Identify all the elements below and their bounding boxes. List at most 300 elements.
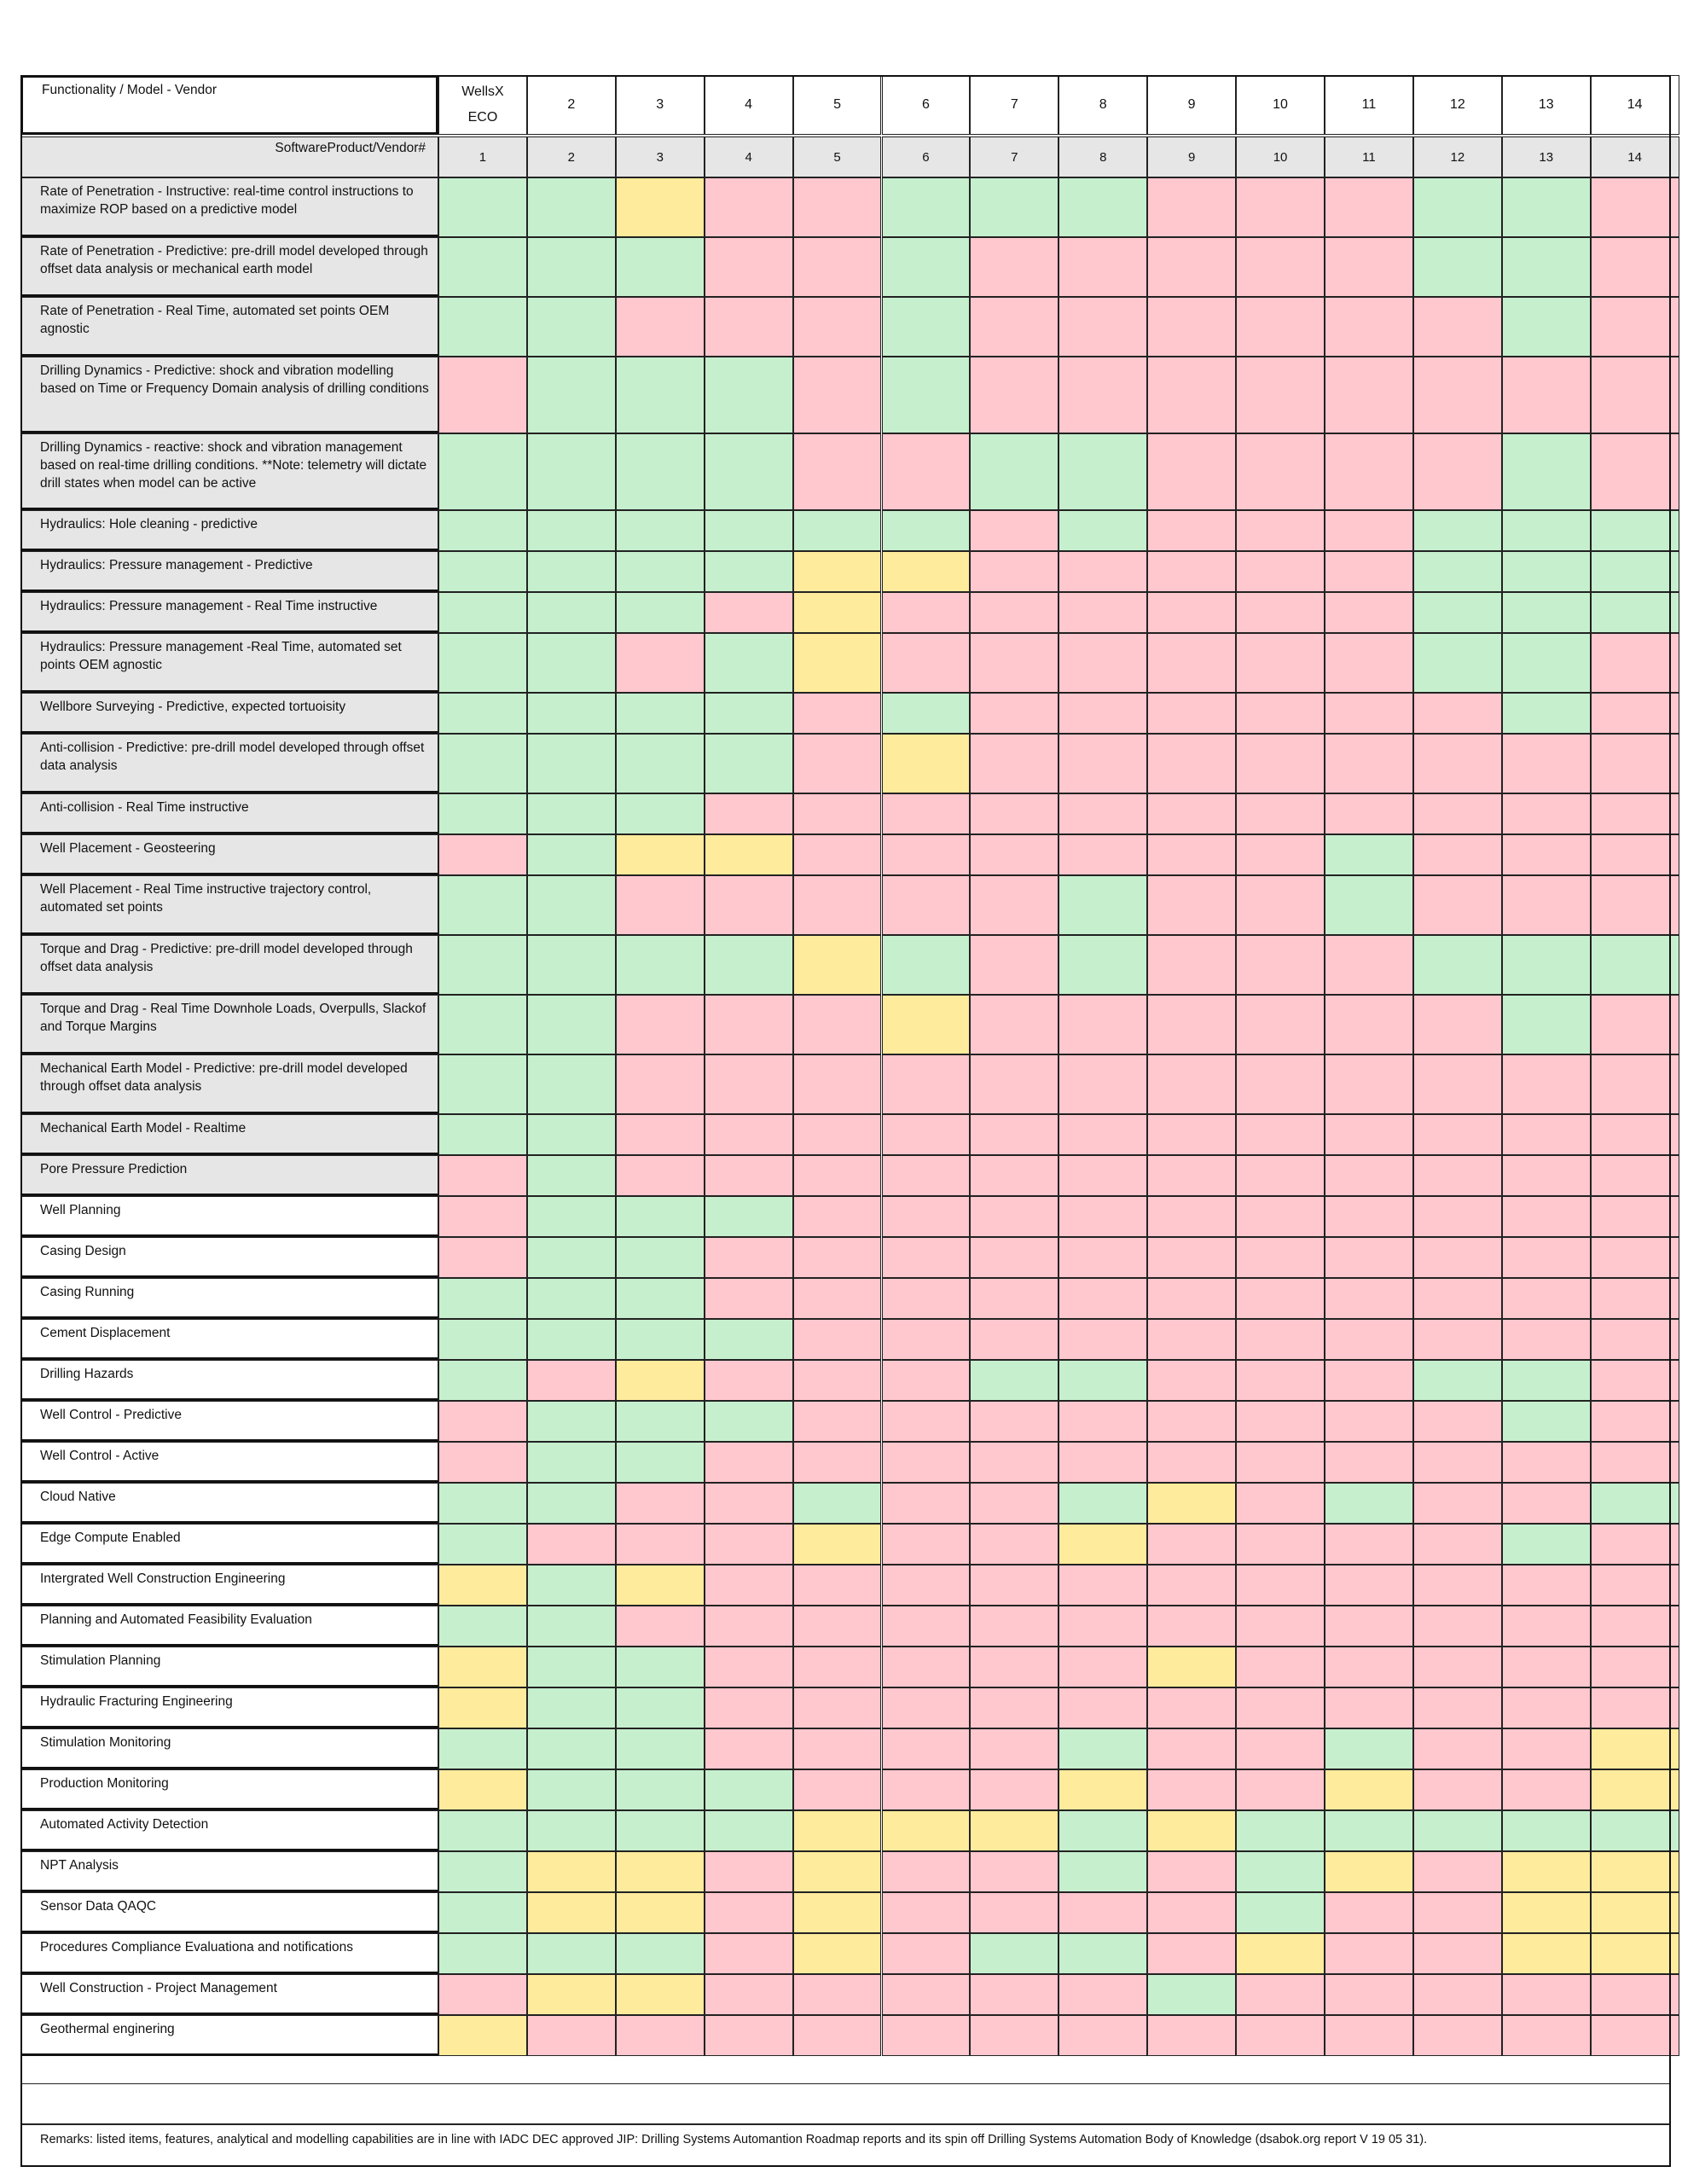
rating-cell — [1591, 1237, 1679, 1278]
rating-cell — [882, 693, 971, 734]
rating-cell — [793, 995, 882, 1054]
functionality-label: Intergrated Well Construction Engineering — [20, 1565, 438, 1606]
rating-cell — [793, 1728, 882, 1769]
rating-cell — [705, 1401, 793, 1442]
rating-cell — [616, 1728, 705, 1769]
rating-cell — [438, 1565, 527, 1606]
rating-cell — [1502, 1810, 1591, 1851]
rating-cell — [793, 1974, 882, 2015]
rating-cell — [705, 1237, 793, 1278]
rating-cell — [793, 633, 882, 693]
functionality-label: Well Control - Predictive — [20, 1401, 438, 1442]
rating-cell — [438, 1114, 527, 1155]
vendor-column-header: 12 — [1413, 75, 1502, 135]
rating-cell — [1236, 1687, 1325, 1728]
rating-cell — [616, 734, 705, 793]
rating-cell — [1325, 1155, 1413, 1196]
vendor-column-header: 3 — [616, 75, 705, 135]
rating-cell — [527, 995, 616, 1054]
rating-cell — [527, 1687, 616, 1728]
rating-cell — [793, 793, 882, 834]
rating-cell — [527, 297, 616, 357]
rating-cell — [1236, 357, 1325, 433]
rating-cell — [705, 1442, 793, 1483]
rating-cell — [1058, 1974, 1147, 2015]
functionality-label: Edge Compute Enabled — [20, 1524, 438, 1565]
vendor-column-header: WellsX ECO — [438, 75, 527, 135]
rating-cell — [970, 875, 1058, 935]
rating-cell — [527, 1565, 616, 1606]
rating-cell — [970, 1401, 1058, 1442]
rating-cell — [1236, 1565, 1325, 1606]
rating-cell — [1147, 793, 1236, 834]
rating-cell — [1325, 551, 1413, 592]
rating-cell — [1147, 177, 1236, 237]
rating-cell — [1413, 1687, 1502, 1728]
rating-cell — [1325, 357, 1413, 433]
rating-cell — [1147, 693, 1236, 734]
rating-cell — [527, 1728, 616, 1769]
rating-cell — [793, 1892, 882, 1933]
rating-cell — [882, 1360, 971, 1401]
rating-cell — [1147, 1278, 1236, 1319]
rating-cell — [793, 177, 882, 237]
vendor-column-header: 9 — [1147, 75, 1236, 135]
rating-cell — [1147, 1647, 1236, 1687]
rating-cell — [1591, 1360, 1679, 1401]
rating-cell — [1147, 834, 1236, 875]
rating-cell — [793, 693, 882, 734]
rating-cell — [616, 1933, 705, 1974]
rating-cell — [438, 1524, 527, 1565]
rating-cell — [1236, 995, 1325, 1054]
rating-cell — [1591, 1278, 1679, 1319]
rating-cell — [970, 1810, 1058, 1851]
rating-cell — [1413, 1155, 1502, 1196]
rating-cell — [1147, 734, 1236, 793]
rating-cell — [1502, 1237, 1591, 1278]
rating-cell — [1147, 433, 1236, 510]
rating-cell — [1325, 1442, 1413, 1483]
vendor-index-number: 12 — [1413, 136, 1502, 177]
rating-cell — [1236, 2015, 1325, 2056]
functionality-label: Torque and Drag - Real Time Downhole Loads, Overpulls, Slackof and Torque Margins — [20, 995, 438, 1054]
rating-cell — [882, 734, 971, 793]
rating-cell — [527, 237, 616, 297]
rating-cell — [1058, 1155, 1147, 1196]
rating-cell — [793, 1769, 882, 1810]
rating-cell — [1502, 1319, 1591, 1360]
rating-cell — [1147, 1810, 1236, 1851]
rating-cell — [1502, 433, 1591, 510]
rating-cell — [1502, 1687, 1591, 1728]
rating-cell — [616, 592, 705, 633]
rating-cell — [793, 1054, 882, 1114]
rating-cell — [1325, 1851, 1413, 1892]
rating-cell — [705, 1319, 793, 1360]
rating-cell — [1236, 633, 1325, 693]
rating-cell — [1236, 1401, 1325, 1442]
rating-cell — [1058, 1524, 1147, 1565]
rating-cell — [1236, 793, 1325, 834]
rating-cell — [1058, 237, 1147, 297]
rating-cell — [438, 1483, 527, 1524]
rating-cell — [1413, 177, 1502, 237]
rating-cell — [616, 510, 705, 551]
functionality-label: Well Planning — [20, 1196, 438, 1237]
rating-cell — [1058, 1054, 1147, 1114]
rating-cell — [793, 834, 882, 875]
rating-cell — [1147, 995, 1236, 1054]
rating-cell — [1236, 1114, 1325, 1155]
functionality-label: Hydraulics: Pressure management - Real Time instructive — [20, 592, 438, 633]
functionality-label: Drilling Hazards — [20, 1360, 438, 1401]
rating-cell — [705, 1054, 793, 1114]
vendor-column-header: 7 — [970, 75, 1058, 135]
rating-cell — [1236, 1442, 1325, 1483]
rating-cell — [793, 1442, 882, 1483]
rating-cell — [1413, 633, 1502, 693]
rating-cell — [527, 1892, 616, 1933]
rating-cell — [616, 834, 705, 875]
functionality-label: Sensor Data QAQC — [20, 1892, 438, 1933]
rating-cell — [970, 177, 1058, 237]
rating-cell — [705, 1524, 793, 1565]
rating-cell — [705, 1892, 793, 1933]
rating-cell — [616, 297, 705, 357]
rating-cell — [1413, 693, 1502, 734]
rating-cell — [1236, 1933, 1325, 1974]
vendor-index-number: 10 — [1236, 136, 1325, 177]
rating-cell — [1058, 734, 1147, 793]
functionality-label: Cement Displacement — [20, 1319, 438, 1360]
rating-cell — [438, 1237, 527, 1278]
rating-cell — [1325, 592, 1413, 633]
rating-cell — [438, 734, 527, 793]
functionality-label: Well Construction - Project Management — [20, 1974, 438, 2015]
rating-cell — [970, 237, 1058, 297]
rating-cell — [1502, 1054, 1591, 1114]
rating-cell — [527, 1278, 616, 1319]
rating-cell — [1502, 1483, 1591, 1524]
rating-cell — [527, 1155, 616, 1196]
rating-cell — [970, 1769, 1058, 1810]
rating-cell — [970, 357, 1058, 433]
rating-cell — [882, 177, 971, 237]
rating-cell — [1502, 1278, 1591, 1319]
rating-cell — [1413, 1319, 1502, 1360]
rating-cell — [1325, 1360, 1413, 1401]
rating-cell — [1147, 1687, 1236, 1728]
rating-cell — [527, 1054, 616, 1114]
rating-cell — [1236, 1155, 1325, 1196]
rating-cell — [1502, 1442, 1591, 1483]
rating-cell — [793, 2015, 882, 2056]
rating-cell — [527, 510, 616, 551]
functionality-label: Geothermal enginering — [20, 2015, 438, 2056]
rating-cell — [1147, 1851, 1236, 1892]
rating-cell — [705, 357, 793, 433]
rating-cell — [527, 935, 616, 995]
vendor-index-number: 7 — [970, 136, 1058, 177]
rating-cell — [1591, 592, 1679, 633]
rating-cell — [1147, 1114, 1236, 1155]
rating-cell — [705, 1647, 793, 1687]
rating-cell — [1591, 551, 1679, 592]
rating-cell — [1058, 875, 1147, 935]
rating-cell — [1502, 875, 1591, 935]
rating-cell — [882, 793, 971, 834]
rating-cell — [882, 1728, 971, 1769]
rating-cell — [616, 875, 705, 935]
rating-cell — [527, 793, 616, 834]
rating-cell — [438, 177, 527, 237]
rating-cell — [438, 1155, 527, 1196]
rating-cell — [793, 1810, 882, 1851]
rating-cell — [1591, 1687, 1679, 1728]
rating-cell — [616, 1114, 705, 1155]
rating-cell — [882, 1483, 971, 1524]
vendor-index-number: 3 — [616, 136, 705, 177]
software-vendor-index-label: SoftwareProduct/Vendor# — [20, 136, 438, 177]
rating-cell — [438, 1769, 527, 1810]
rating-cell — [616, 1974, 705, 2015]
rating-cell — [705, 237, 793, 297]
rating-cell — [1236, 1974, 1325, 2015]
rating-cell — [705, 1769, 793, 1810]
rating-cell — [970, 1728, 1058, 1769]
rating-cell — [438, 1687, 527, 1728]
rating-cell — [793, 433, 882, 510]
rating-cell — [1413, 875, 1502, 935]
functionality-label: Pore Pressure Prediction — [20, 1155, 438, 1196]
rating-cell — [970, 1442, 1058, 1483]
rating-cell — [705, 1483, 793, 1524]
rating-cell — [438, 433, 527, 510]
rating-cell — [1147, 1565, 1236, 1606]
rating-cell — [1058, 433, 1147, 510]
rating-cell — [970, 1524, 1058, 1565]
rating-cell — [1591, 633, 1679, 693]
rating-cell — [1147, 1728, 1236, 1769]
rating-cell — [1591, 1810, 1679, 1851]
rating-cell — [882, 1892, 971, 1933]
rating-cell — [438, 1196, 527, 1237]
rating-cell — [793, 1360, 882, 1401]
rating-cell — [438, 1851, 527, 1892]
rating-cell — [882, 1237, 971, 1278]
rating-cell — [1413, 1196, 1502, 1237]
rating-cell — [970, 297, 1058, 357]
functionality-label: Anti-collision - Real Time instructive — [20, 793, 438, 834]
rating-cell — [970, 1687, 1058, 1728]
rating-cell — [616, 1196, 705, 1237]
rating-cell — [616, 433, 705, 510]
rating-cell — [1325, 433, 1413, 510]
vendor-column-header: 5 — [793, 75, 882, 135]
rating-cell — [970, 834, 1058, 875]
rating-cell — [1058, 551, 1147, 592]
rating-cell — [616, 1892, 705, 1933]
rating-cell — [527, 1442, 616, 1483]
rating-cell — [527, 2015, 616, 2056]
rating-cell — [882, 1054, 971, 1114]
rating-cell — [1591, 1606, 1679, 1647]
rating-cell — [882, 935, 971, 995]
rating-cell — [882, 1565, 971, 1606]
rating-cell — [1502, 1974, 1591, 2015]
rating-cell — [438, 1974, 527, 2015]
rating-cell — [1591, 734, 1679, 793]
rating-cell — [1413, 357, 1502, 433]
rating-cell — [1413, 1974, 1502, 2015]
rating-cell — [1502, 834, 1591, 875]
functionality-label: Stimulation Monitoring — [20, 1728, 438, 1769]
rating-cell — [1502, 510, 1591, 551]
rating-cell — [705, 1196, 793, 1237]
rating-cell — [1058, 592, 1147, 633]
rating-cell — [793, 1319, 882, 1360]
rating-cell — [1325, 1196, 1413, 1237]
rating-cell — [438, 1810, 527, 1851]
rating-cell — [1502, 177, 1591, 237]
rating-cell — [1325, 1524, 1413, 1565]
rating-cell — [438, 297, 527, 357]
rating-cell — [1236, 592, 1325, 633]
rating-cell — [1413, 1606, 1502, 1647]
rating-cell — [1147, 2015, 1236, 2056]
rating-cell — [705, 1851, 793, 1892]
rating-cell — [1236, 551, 1325, 592]
rating-cell — [793, 510, 882, 551]
rating-cell — [1058, 793, 1147, 834]
rating-cell — [882, 510, 971, 551]
vendor-index-number: 14 — [1591, 136, 1679, 177]
rating-cell — [1502, 357, 1591, 433]
functionality-label: Well Placement - Real Time instructive trajectory control, automated set points — [20, 875, 438, 935]
rating-cell — [1236, 1728, 1325, 1769]
functionality-label: Casing Design — [20, 1237, 438, 1278]
rating-cell — [1325, 1892, 1413, 1933]
rating-cell — [705, 793, 793, 834]
vendor-column-header: 13 — [1502, 75, 1591, 135]
rating-cell — [527, 1647, 616, 1687]
rating-cell — [1591, 834, 1679, 875]
rating-cell — [1325, 1687, 1413, 1728]
rating-cell — [527, 1606, 616, 1647]
rating-cell — [616, 995, 705, 1054]
rating-cell — [616, 1851, 705, 1892]
rating-cell — [1325, 1933, 1413, 1974]
vendor-index-number: 1 — [438, 136, 527, 177]
rating-cell — [1058, 510, 1147, 551]
rating-cell — [1591, 1155, 1679, 1196]
functionality-label: Automated Activity Detection — [20, 1810, 438, 1851]
rating-cell — [1147, 1974, 1236, 2015]
rating-cell — [1236, 1278, 1325, 1319]
rating-cell — [1413, 237, 1502, 297]
rating-cell — [1147, 935, 1236, 995]
rating-cell — [1413, 551, 1502, 592]
rating-cell — [616, 1606, 705, 1647]
rating-cell — [1325, 1565, 1413, 1606]
rating-cell — [1502, 1606, 1591, 1647]
rating-cell — [1413, 793, 1502, 834]
rating-cell — [793, 1606, 882, 1647]
rating-cell — [1591, 357, 1679, 433]
rating-cell — [793, 1647, 882, 1687]
rating-cell — [527, 633, 616, 693]
rating-cell — [1058, 297, 1147, 357]
rating-cell — [616, 1155, 705, 1196]
rating-cell — [882, 1442, 971, 1483]
functionality-label: Hydraulics: Pressure management -Real Time, automated set points OEM agnostic — [20, 633, 438, 693]
rating-cell — [616, 1319, 705, 1360]
rating-cell — [882, 1851, 971, 1892]
rating-cell — [882, 834, 971, 875]
rating-cell — [705, 834, 793, 875]
rating-cell — [970, 1647, 1058, 1687]
rating-cell — [793, 237, 882, 297]
rating-cell — [438, 592, 527, 633]
rating-cell — [705, 995, 793, 1054]
rating-cell — [882, 357, 971, 433]
rating-cell — [1591, 1054, 1679, 1114]
blank-row — [20, 2083, 1671, 2124]
rating-cell — [1502, 1892, 1591, 1933]
rating-cell — [705, 875, 793, 935]
rating-cell — [1058, 1687, 1147, 1728]
rating-cell — [970, 1319, 1058, 1360]
rating-cell — [970, 1892, 1058, 1933]
rating-cell — [1591, 995, 1679, 1054]
rating-cell — [705, 1606, 793, 1647]
rating-cell — [970, 1483, 1058, 1524]
functionality-label: Cloud Native — [20, 1483, 438, 1524]
rating-cell — [616, 935, 705, 995]
rating-cell — [705, 1155, 793, 1196]
rating-cell — [882, 1155, 971, 1196]
rating-cell — [970, 1606, 1058, 1647]
rating-cell — [1325, 1319, 1413, 1360]
rating-cell — [1058, 995, 1147, 1054]
rating-cell — [616, 693, 705, 734]
rating-cell — [1502, 551, 1591, 592]
rating-cell — [1236, 1054, 1325, 1114]
rating-cell — [705, 734, 793, 793]
rating-cell — [438, 793, 527, 834]
rating-cell — [1058, 1769, 1147, 1810]
rating-cell — [438, 357, 527, 433]
rating-cell — [1058, 935, 1147, 995]
rating-cell — [1147, 1319, 1236, 1360]
rating-cell — [705, 1565, 793, 1606]
rating-cell — [1413, 297, 1502, 357]
rating-cell — [527, 1810, 616, 1851]
rating-cell — [527, 1196, 616, 1237]
rating-cell — [527, 357, 616, 433]
rating-cell — [1325, 693, 1413, 734]
rating-cell — [1591, 1483, 1679, 1524]
rating-cell — [1502, 633, 1591, 693]
rating-cell — [616, 1483, 705, 1524]
rating-cell — [1591, 177, 1679, 237]
rating-cell — [1413, 1278, 1502, 1319]
rating-cell — [705, 2015, 793, 2056]
rating-cell — [882, 1606, 971, 1647]
rating-cell — [1325, 1401, 1413, 1442]
rating-cell — [970, 433, 1058, 510]
